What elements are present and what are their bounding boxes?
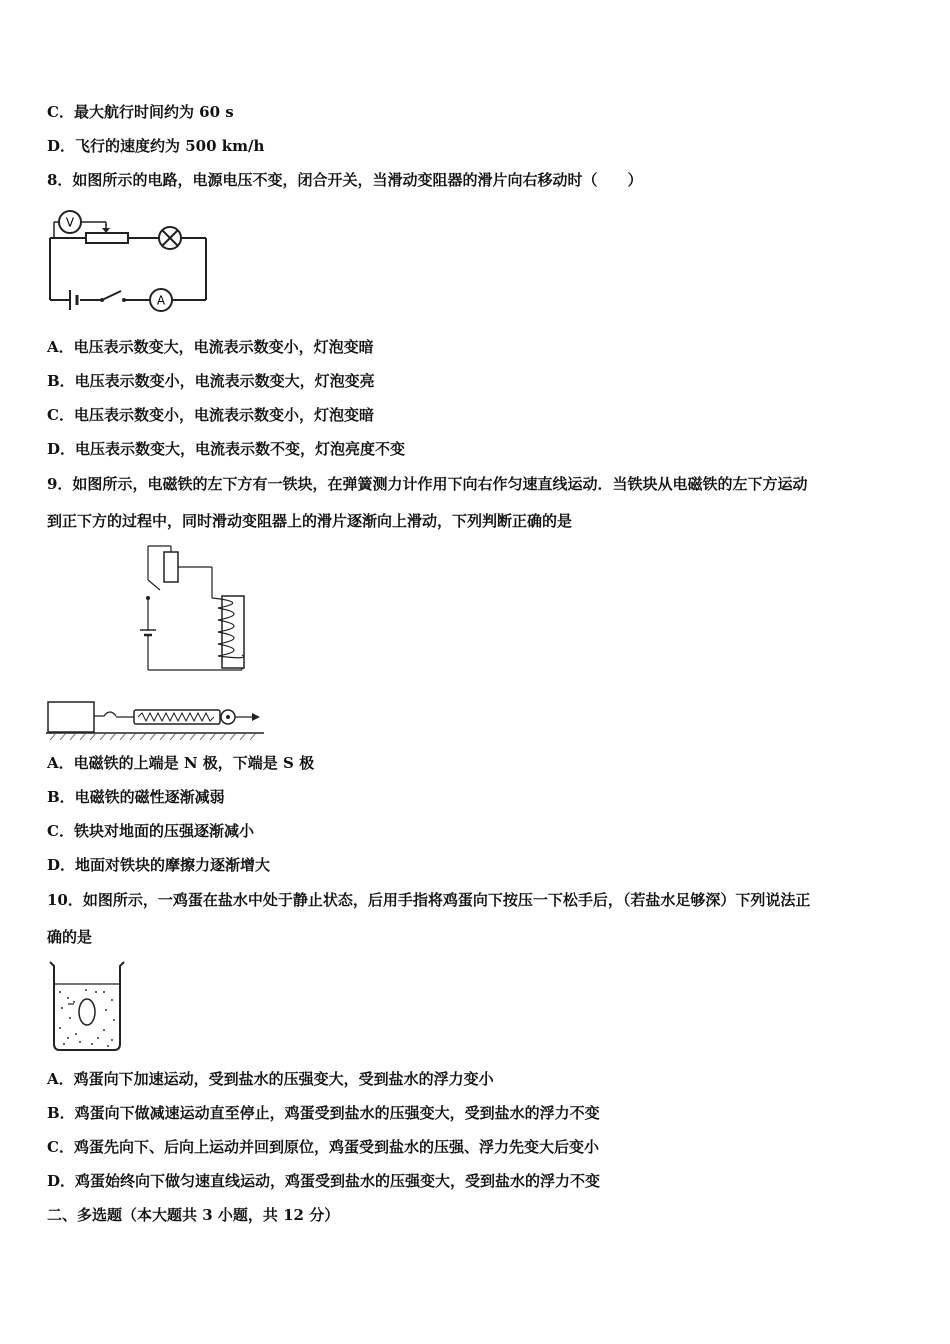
q9-stem-line1: 9．如图所示，电磁铁的左下方有一铁块，在弹簧测力计作用下向右作匀速直线运动．当铁块从电磁铁的左下方运动 [47, 475, 808, 493]
q8-circuit-figure [46, 200, 212, 318]
section2-heading: 二、多选题（本大题共 3 小题，共 12 分） [47, 1206, 340, 1224]
q10-stem-line2: 确的是 [47, 928, 93, 946]
q9-option-c: C．铁块对地面的压强逐渐减小 [47, 822, 254, 840]
q7-option-d: D．飞行的速度约为 500 km/h [47, 137, 265, 155]
q9-stem-line2: 到正下方的过程中，同时滑动变阻器上的滑片逐渐向上滑动，下列判断正确的是 [47, 512, 573, 530]
q8-stem: 8．如图所示的电路，电源电压不变，闭合开关，当滑动变阻器的滑片向右移动时（ ） [47, 171, 643, 189]
q10-option-c: C．鸡蛋先向下、后向上运动并回到原位，鸡蛋受到盐水的压强、浮力先变大后变小 [47, 1138, 599, 1156]
q7-option-c: C．最大航行时间约为 60 s [47, 103, 234, 121]
q9-option-b: B．电磁铁的磁性逐渐减弱 [47, 788, 225, 806]
q8-option-d: D．电压表示数变大，电流表示数不变，灯泡亮度不变 [47, 440, 406, 458]
q9-option-a: A．电磁铁的上端是 N 极，下端是 S 极 [47, 754, 315, 772]
q8-option-c: C．电压表示数变小，电流表示数变小，灯泡变暗 [47, 406, 374, 424]
q8-option-a: A．电压表示数变大，电流表示数变小，灯泡变暗 [47, 338, 374, 356]
q10-option-b: B．鸡蛋向下做减速运动直至停止，鸡蛋受到盐水的压强变大，受到盐水的浮力不变 [47, 1104, 600, 1122]
q9-block-spring-figure [46, 696, 266, 742]
q9-option-d: D．地面对铁块的摩擦力逐渐增大 [47, 856, 271, 874]
q8-option-b: B．电压表示数变小，电流表示数变大，灯泡变亮 [47, 372, 375, 390]
q10-option-d: D．鸡蛋始终向下做匀速直线运动，鸡蛋受到盐水的压强变大，受到盐水的浮力不变 [47, 1172, 601, 1190]
ammeter-label: A [156, 293, 166, 308]
q10-beaker-figure [46, 958, 128, 1054]
q10-stem-line1: 10．如图所示，一鸡蛋在盐水中处于静止状态，后用手指将鸡蛋向下按压一下松手后，（若盐水足够深）下列说法正 [47, 891, 811, 909]
q10-option-a: A．鸡蛋向下加速运动，受到盐水的压强变大，受到盐水的浮力变小 [47, 1070, 494, 1088]
voltmeter-label: V [65, 215, 75, 230]
q9-electromagnet-figure [130, 540, 270, 680]
